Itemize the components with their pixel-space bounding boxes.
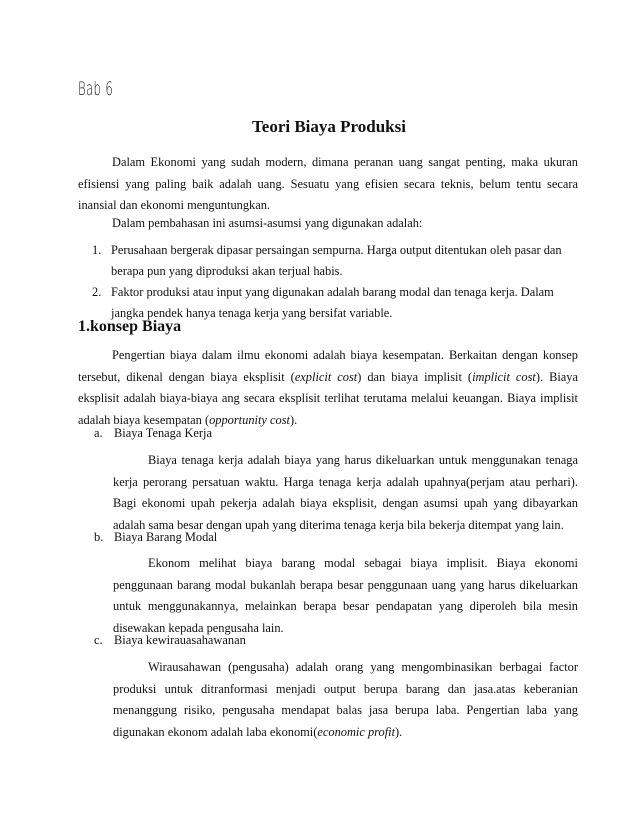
section-heading: 1.konsep Biaya	[78, 318, 182, 335]
subsection-letter: c.	[94, 633, 103, 647]
subsection-a-heading	[94, 426, 212, 441]
intro-paragraph-2	[78, 213, 578, 235]
section-text-b: ) dan biaya implisit (	[357, 369, 473, 384]
subsection-title: Biaya Barang Modal	[114, 530, 218, 544]
subsection-a-text: Biaya tenaga kerja adalah biaya yang harus dikeluarkan untuk menggunakan tenaga kerja perorang persatuan waktu. Harga tenaga kerja adalah upahnya(perjam atau perhari). Bagi ekonomi upah pekerja adalah biaya eksplisit, dengan asumsi upah yang dibayarkan adalah sama besar dengan upah yang diterima tenaga kerja bila bekerja ditempat yang lain.	[113, 453, 578, 532]
term-economic-profit: economic profit	[317, 724, 396, 739]
term-opportunity-cost: opportunity cost	[209, 412, 290, 427]
assumption-text: Faktor produksi atau input yang digunakan adalah barang modal dan tenaga kerja. Dalam jangka pendek hanya tenaga kerja yang bersifat variable.	[111, 285, 554, 320]
subsection-c-paragraph	[113, 657, 578, 743]
subsection-letter: b.	[94, 530, 104, 544]
intro-paragraph-2-text: Dalam pembahasan ini asumsi-asumsi yang digunakan adalah:	[112, 216, 423, 230]
intro-paragraph-1	[78, 152, 578, 217]
assumption-text: Perusahaan bergerak dipasar persaingan sempurna. Harga output ditentukan oleh pasar dan berapa pun yang diproduksi akan terjual habis.	[111, 243, 562, 278]
subsection-b-heading	[94, 530, 217, 545]
section-text-d: ).	[289, 412, 298, 427]
subsection-c-text-b: ).	[395, 724, 403, 739]
section-text-a: Pengertian biaya dalam ilmu ekonomi adalah biaya kesempatan. Berkaitan dengan konsep tersebut, dikenal dengan biaya eksplisit (	[78, 348, 578, 384]
subsection-letter: a.	[94, 426, 103, 440]
assumption-number: 2.	[92, 285, 102, 299]
page-title: Teori Biaya Produksi	[252, 117, 406, 136]
assumption-number: 1.	[92, 243, 102, 257]
section-paragraph	[78, 345, 578, 431]
subsection-title: Biaya kewirauasahawanan	[114, 633, 246, 647]
term-explicit-cost: explicit cost	[294, 369, 358, 384]
subsection-c-heading	[94, 633, 246, 648]
section-text-c: ). Biaya eksplisit adalah biaya-biaya ang secara eksplisit terlihat terutama melalui keuangan. Biaya implisit adalah biaya kesempatan (	[78, 369, 578, 427]
term-implicit-cost: implicit cost	[472, 369, 536, 384]
subsection-b-text: Ekonom melihat biaya barang modal sebagai biaya implisit. Biaya ekonomi penggunaan barang modal bukanlah berapa besar penggunaan uang yang harus dikeluarkan untuk menggunakannya, melainkan berapa besar pendapatan yang diperoleh bila mesin disewakan kepada pengusaha lain.	[113, 556, 578, 635]
chapter-label: Bab 6	[78, 78, 114, 100]
subsection-c-text-a: Wirausahawan (pengusaha) adalah orang yang mengombinasikan berbagai factor produksi untuk ditranformasi menjadi output berupa barang dan jasa.atas keberanian menanggung risiko, pengusaha mendapat balas jasa berupa laba. Pengertian laba yang digunakan ekonom adalah laba ekonomi(	[113, 660, 578, 739]
subsection-title: Biaya Tenaga Kerja	[114, 426, 212, 440]
subsection-b-paragraph	[113, 553, 578, 639]
intro-paragraph-1-text: Dalam Ekonomi yang sudah modern, dimana peranan uang sangat penting, maka ukuran efisiensi yang paling baik adalah uang. Sesuatu yang efisien secara teknis, belum tentu secara inansial dan ekonomi menguntungkan.	[78, 155, 578, 212]
assumption-item-1	[92, 240, 578, 282]
subsection-a-paragraph	[113, 450, 578, 536]
